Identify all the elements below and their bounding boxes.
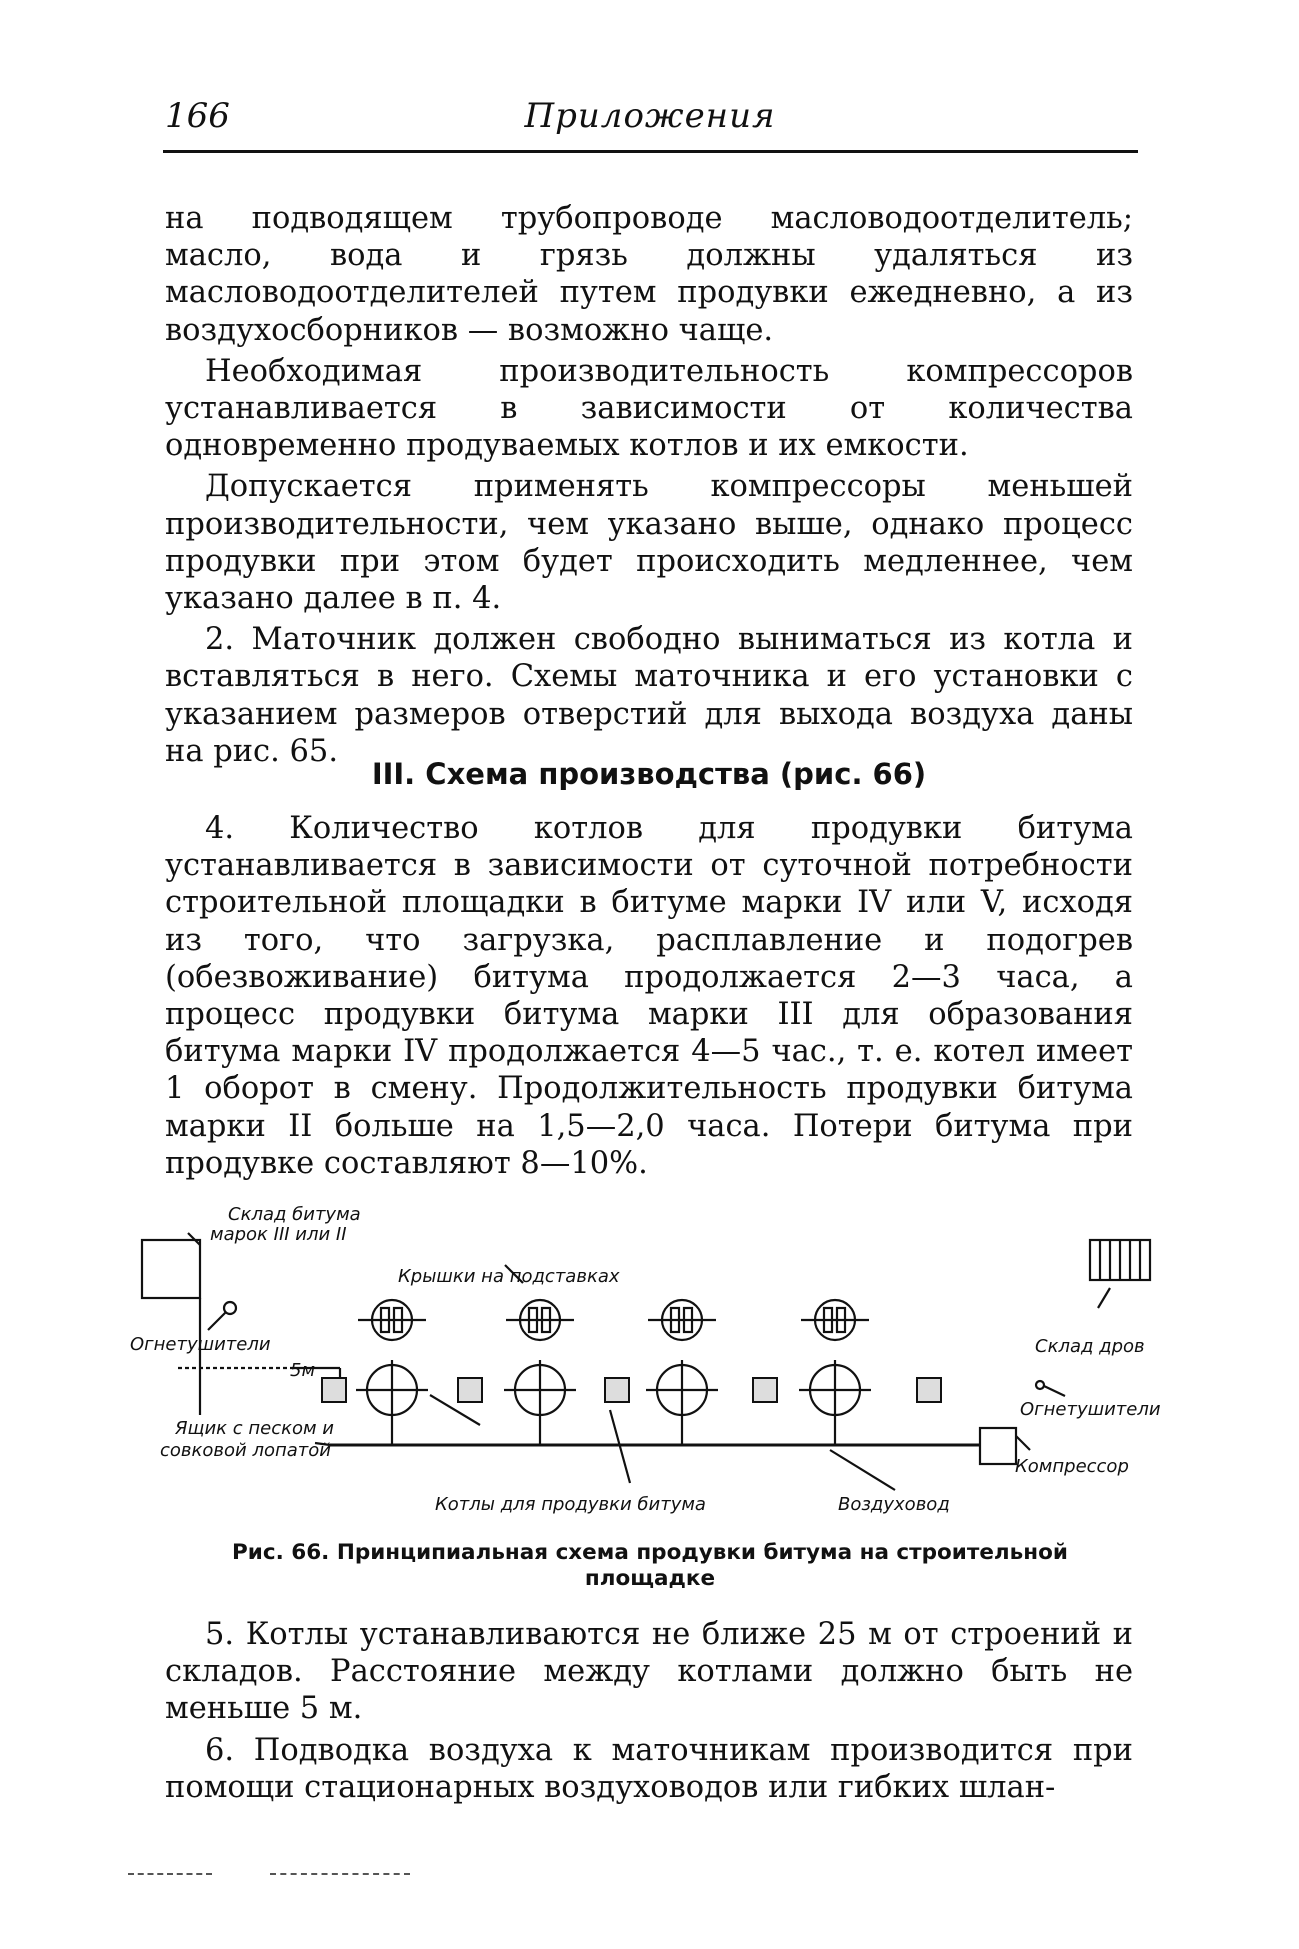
paragraph: 4. Количество котлов для продувки битума устанавливается в зависимости от суточной потребности строительной площадки в битуме марки IV или V, исходя из того, что загрузка, расплавление и подогрев (обезвоживание) битума продолжается 2—3 часа, а процесс продувки битума марки III для образования битума марки IV продолжается 4—5 час., т. е. котел имеет 1 оборот в смену. Продолжительность продувки битума марки II больше на 1,5—2,0 часа. Потери битума при продувке составляют 8—10%. xyxy=(165,811,1133,1181)
label-sand-box-1: Ящик с песком и xyxy=(175,1418,334,1439)
label-distance: 5м xyxy=(290,1360,316,1381)
label-sand-box-2: совковой лопатой xyxy=(160,1440,331,1461)
compressor-shape xyxy=(980,1428,1016,1464)
section-heading: III. Схема производства (рис. 66) xyxy=(371,757,927,791)
production-scheme-diagram xyxy=(130,1200,1180,1530)
boiler-1 xyxy=(356,1300,428,1445)
caption-line-1: Рис. 66. Принципиальная схема продувки битума на строительной xyxy=(232,1540,1068,1565)
boiler-3 xyxy=(646,1300,718,1445)
paragraph: 2. Маточник должен свободно выниматься из котла и вставляться в него. Схемы маточника и его установки с указанием размеров отверстий для выхода воздуха даны на рис. 65. xyxy=(165,622,1133,769)
paragraph: на подводящем трубопроводе масловодоотделитель; масло, вода и грязь должны удаляться из масловодоотделителей путем продувки ежедневно, а из воздухосборников — возможно чаще. xyxy=(165,201,1133,348)
figure-caption xyxy=(160,1540,1140,1592)
label-extinguishers-right: Огнетушители xyxy=(1020,1399,1161,1420)
label-lids: Крышки на подставках xyxy=(398,1266,620,1287)
paragraph: Допускается применять компрессоры меньшей производительности, чем указано выше, однако процесс продувки при этом будет происходить медленнее, чем указано далее в п. 4. xyxy=(165,469,1133,617)
label-warehouse-bitumen-2: марок III или II xyxy=(210,1224,347,1245)
caption-line-2: площадке xyxy=(584,1566,716,1591)
figure-66 xyxy=(130,1200,1180,1530)
text-block-mid xyxy=(165,810,1133,1186)
label-extinguishers-left: Огнетушители xyxy=(130,1334,271,1355)
paragraph: Необходимая производительность компрессоров устанавливается в зависимости от количества одновременно продуваемых котлов и их емкости. xyxy=(165,353,1133,464)
label-warehouse-bitumen-1: Склад битума xyxy=(228,1204,361,1225)
boiler-4 xyxy=(799,1300,871,1445)
header-rule xyxy=(163,150,1138,153)
bitumen-warehouse-shape xyxy=(142,1240,200,1298)
footer-mark xyxy=(270,1873,410,1875)
text-block-top xyxy=(165,200,1133,774)
label-firewood: Склад дров xyxy=(1035,1336,1145,1357)
page-header xyxy=(165,92,1135,142)
paragraph: 6. Подводка воздуха к маточникам производится при помощи стационарных воздуховодов или гибких шлан- xyxy=(165,1732,1133,1805)
label-air-duct: Воздуховод xyxy=(838,1494,950,1515)
text-block-bottom xyxy=(165,1616,1133,1810)
running-title: Приложения xyxy=(524,96,776,136)
boiler-2 xyxy=(504,1300,576,1445)
label-boilers: Котлы для продувки битума xyxy=(435,1494,706,1515)
paragraph: 5. Котлы устанавливаются не ближе 25 м от строений и складов. Расстояние между котлами должно быть не меньше 5 м. xyxy=(165,1617,1133,1727)
page-number: 166 xyxy=(165,96,230,136)
footer-mark xyxy=(128,1873,212,1875)
label-compressor: Компрессор xyxy=(1015,1456,1129,1477)
